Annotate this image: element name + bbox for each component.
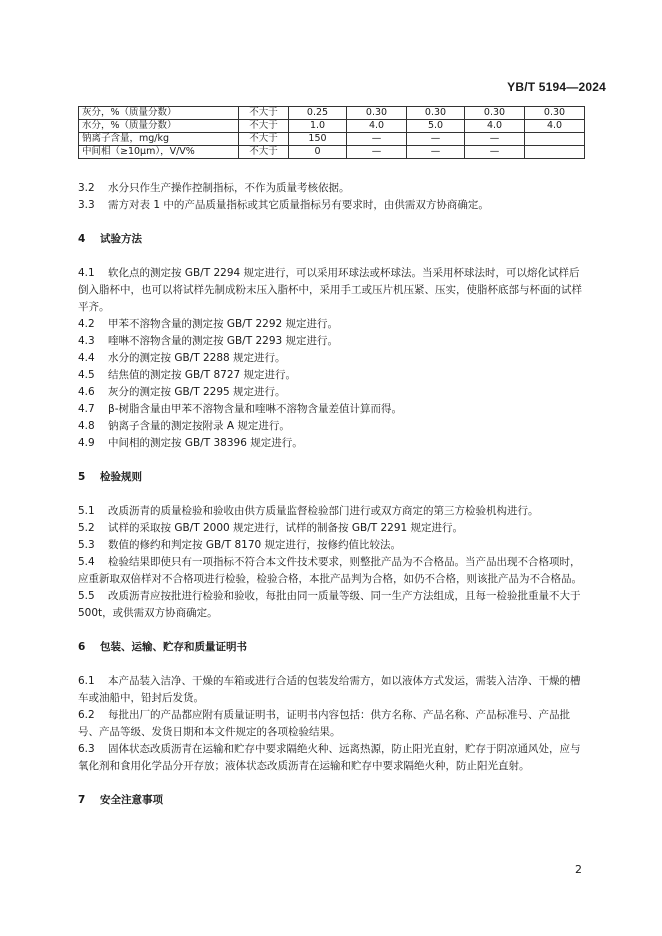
table-cell-limit: 不大于 xyxy=(239,146,289,159)
table-cell-value xyxy=(525,133,585,146)
table-cell-value: — xyxy=(347,133,407,146)
table-cell-limit: 不大于 xyxy=(239,120,289,133)
table-cell-value: — xyxy=(347,146,407,159)
clause-5-5: 5.5 改质沥青应按批进行检验和验收，每批由同一质量等级、同一生产方法组成，且每一检验批重量不大于 500t，或供需双方协商确定。 xyxy=(78,590,581,619)
table-cell-value xyxy=(525,146,585,159)
clause-4-5: 4.5 结焦值的测定按 GB/T 8727 规定进行。 xyxy=(78,369,297,381)
table-row xyxy=(79,120,585,133)
document-body xyxy=(78,180,584,809)
page-number: 2 xyxy=(575,863,582,876)
table-cell-value: — xyxy=(465,133,525,146)
table-row xyxy=(79,146,585,159)
table-row xyxy=(79,133,585,146)
clause-5-2: 5.2 试样的采取按 GB/T 2000 规定进行，试样的制备按 GB/T 2291 规定进行。 xyxy=(78,522,464,534)
table-cell-limit: 不大于 xyxy=(239,133,289,146)
table-cell-value: 5.0 xyxy=(407,120,465,133)
section-6-clauses xyxy=(78,673,584,775)
quality-spec-table xyxy=(78,106,585,159)
table-cell-value: 4.0 xyxy=(347,120,407,133)
table-cell-item: 中间相（≥10μm），V/V% xyxy=(79,146,239,159)
clause-6-2: 6.2 每批出厂的产品都应附有质量证明书，证明书内容包括：供方名称、产品名称、产品标准号、产品批号、产品等级、发货日期和本文件规定的各项检验结果。 xyxy=(78,709,570,738)
clause-4-6: 4.6 灰分的测定按 GB/T 2295 规定进行。 xyxy=(78,386,286,398)
section-7-heading: 7 安全注意事项 xyxy=(78,794,163,806)
table-cell-item: 灰分，%（质量分数） xyxy=(79,107,239,120)
standard-number: YB/T 5194—2024 xyxy=(507,80,606,94)
table-cell-item: 钠离子含量，mg/kg xyxy=(79,133,239,146)
table-cell-value: 0.30 xyxy=(347,107,407,120)
table-cell-value: 4.0 xyxy=(465,120,525,133)
table-cell-value: 0.30 xyxy=(407,107,465,120)
clause-6-1: 6.1 本产品装入洁净、干燥的车箱或进行合适的包装发给需方，如以液体方式发运，需装入洁净、干燥的槽车或油船中，铅封后发货。 xyxy=(78,675,581,704)
table-row xyxy=(79,107,585,120)
table-cell-value: 0.30 xyxy=(465,107,525,120)
table-cell-value: — xyxy=(465,146,525,159)
clause-5-1: 5.1 改质沥青的质量检验和验收由供方质量监督检验部门进行或双方商定的第三方检验机构进行。 xyxy=(78,505,539,517)
table-cell-value: — xyxy=(407,133,465,146)
section-6-heading: 6 包装、运输、贮存和质量证明书 xyxy=(78,641,247,653)
clause-4-4: 4.4 水分的测定按 GB/T 2288 规定进行。 xyxy=(78,352,286,364)
clause-6-3: 6.3 固体状态改质沥青在运输和贮存中要求隔绝火种、远离热源，防止阳光直射，贮存于阴凉通风处，应与氧化剂和食用化学品分开存放；液体状态改质沥青在运输和贮存中要求隔绝火种，防止阳光直射。 xyxy=(78,743,581,772)
table-cell-limit: 不大于 xyxy=(239,107,289,120)
clause-5-3: 5.3 数值的修约和判定按 GB/T 8170 规定进行，按修约值比较法。 xyxy=(78,539,402,551)
clause-4-8: 4.8 钠离子含量的测定按附录 A 规定进行。 xyxy=(78,420,290,432)
section-4-heading: 4 试验方法 xyxy=(78,233,142,245)
section-5-heading: 5 检验规则 xyxy=(78,471,142,483)
clause-4-3: 4.3 喹啉不溶物含量的测定按 GB/T 2293 规定进行。 xyxy=(78,335,339,347)
table-cell-value: — xyxy=(407,146,465,159)
table-cell-value: 0.30 xyxy=(525,107,585,120)
clause-4-9: 4.9 中间相的测定按 GB/T 38396 规定进行。 xyxy=(78,437,303,449)
table-cell-value: 4.0 xyxy=(525,120,585,133)
clause-3-3: 3.3 需方对表 1 中的产品质量指标或其它质量指标另有要求时，由供需双方协商确定。 xyxy=(78,199,489,211)
clause-4-2: 4.2 甲苯不溶物含量的测定按 GB/T 2292 规定进行。 xyxy=(78,318,339,330)
clause-4-7: 4.7 β-树脂含量由甲苯不溶物含量和喹啉不溶物含量差值计算而得。 xyxy=(78,403,402,415)
clause-4-1: 4.1 软化点的测定按 GB/T 2294 规定进行，可以采用环球法或杯球法。当采用杯球法时，可以熔化试样后倒入脂杯中，也可以将试样先制成粉末压入脂杯中，采用手工或压片机压紧、压实，使脂杯底部与杯面的试样平齐。 xyxy=(78,267,582,313)
table-cell-value: 1.0 xyxy=(289,120,347,133)
clause-3-2: 3.2 水分只作生产操作控制指标，不作为质量考核依据。 xyxy=(78,182,350,194)
table-cell-value: 0.25 xyxy=(289,107,347,120)
section-5-clauses xyxy=(78,503,584,622)
table-cell-item: 水分，%（质量分数） xyxy=(79,120,239,133)
section-4-clauses xyxy=(78,265,584,452)
table-cell-value: 0 xyxy=(289,146,347,159)
clause-5-4: 5.4 检验结果即使只有一项指标不符合本文件技术要求，则整批产品为不合格品。当产品出现不合格项时，应重新取双倍样对不合格项进行检验，检验合格，本批产品判为合格，如仍不合格，则该批产品为不合格品。 xyxy=(78,556,582,585)
table-cell-value: 150 xyxy=(289,133,347,146)
